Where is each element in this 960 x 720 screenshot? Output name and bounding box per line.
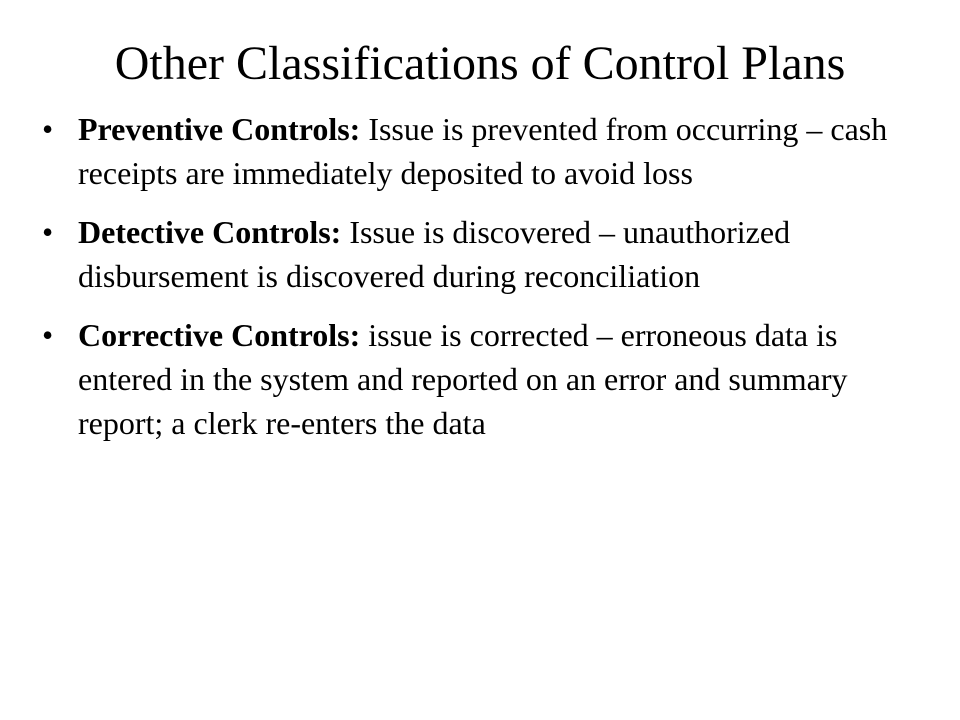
- bullet-text: Issue is discovered – unauthorized disbursement is discovered during reconciliation: [78, 214, 791, 294]
- bullet-term: Corrective Controls:: [78, 317, 361, 353]
- bullet-icon: •: [42, 317, 54, 353]
- slide-title: Other Classifications of Control Plans: [114, 37, 846, 90]
- bullet-icon: •: [42, 111, 54, 147]
- bullet-item-preventive-controls: [42, 107, 922, 195]
- bullet-text: Issue is prevented from occurring – cash receipts are immediately deposited to avoid loss: [78, 111, 888, 191]
- bullet-term: Preventive Controls:: [78, 111, 361, 147]
- bullet-list: [42, 107, 922, 445]
- bullet-icon: •: [42, 214, 54, 250]
- bullet-item-corrective-controls: [42, 313, 922, 445]
- bullet-item-detective-controls: [42, 210, 922, 298]
- bullet-text: issue is corrected – erroneous data is entered in the system and reported on an error and summary report; a clerk re-enters the data: [78, 317, 848, 441]
- bullet-term: Detective Controls:: [78, 214, 342, 250]
